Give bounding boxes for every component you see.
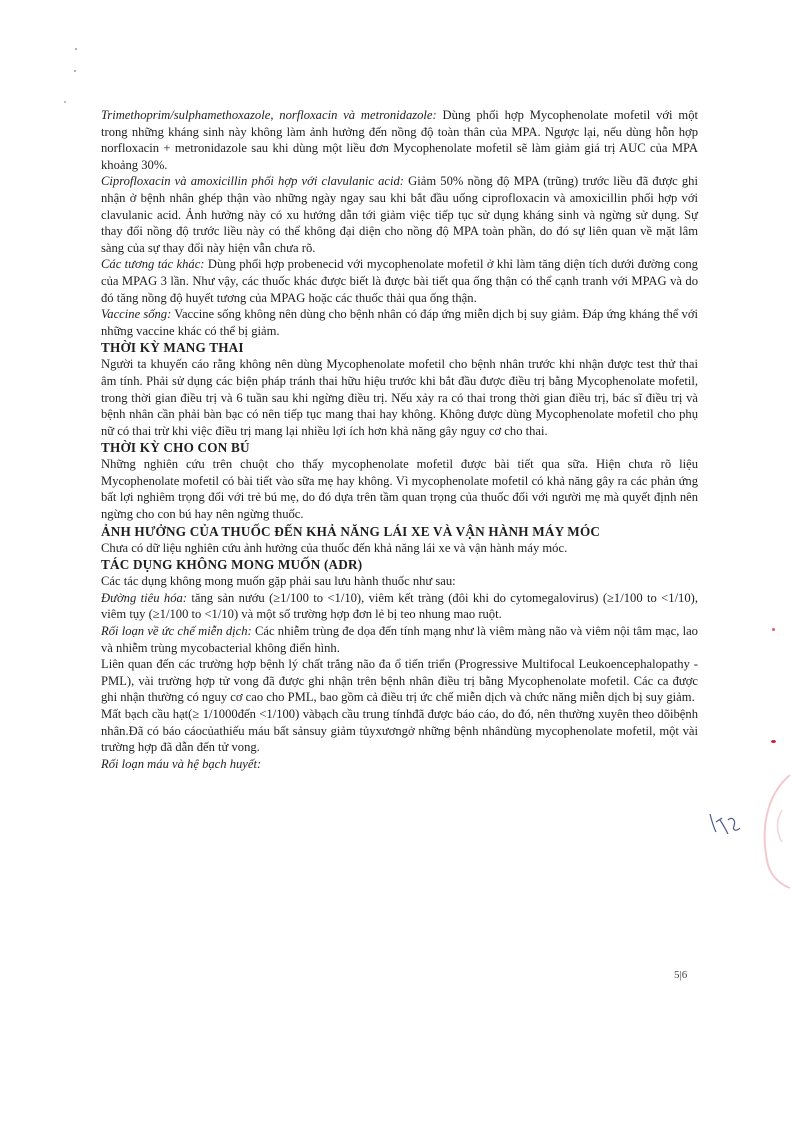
- scan-speck: [772, 628, 775, 631]
- scan-speck: [74, 70, 76, 72]
- paragraph-label: Các tương tác khác:: [101, 257, 205, 272]
- interaction-ciprofloxacin: [101, 173, 698, 256]
- pregnancy-text: Người ta khuyến cáo rằng không nên dùng Mycophenolate mofetil cho bệnh nhân trước khi nhận được test thử thai âm tính. Phải sử dụng các biện pháp tránh thai hữu hiệu trước khi bắt đầu được điều trị bằng Mycophenolate mofetil, trong thời gian điều trị và 6 tuần sau khi ngừng điều trị. Nếu xảy ra có thai trong thời gian điều trị, bác sĩ điều trị và bệnh nhân cần phải bàn bạc có nên tiếp tục mang thai hay không. Không được dùng Mycophenolate mofetil cho phụ nữ có thai trừ khi việc điều trị mang lại nhiều lợi ích hơn khả năng gây nguy cơ cho thai.: [101, 357, 698, 438]
- scan-speck: [64, 101, 66, 103]
- driving-heading: ẢNH HƯỞNG CỦA THUỐC ĐẾN KHẢ NĂNG LÁI XE VÀ VẬN HÀNH MÁY MÓC: [101, 523, 601, 539]
- paragraph-text: Các nhiễm trùng đe dọa đến tính mạng như là viêm màng não và viêm nội tâm mạc, lao và nhiễm trùng mycobacterial không điển hình.: [101, 624, 698, 655]
- paragraph-text: Vaccine sống không nên dùng cho bệnh nhân có đáp ứng miễn dịch bị suy giảm. Đáp ứng kháng thể với những vaccine khác có thể bị giảm.: [101, 307, 699, 338]
- paragraph-label: Vaccine sống:: [101, 307, 172, 322]
- paragraph-text: Giảm 50% nồng độ MPA (trũng) trước liều đã được ghi nhận ở bệnh nhân ghép thận vào những ngày ngay sau khi bắt đầu uống ciprofloxacin và amoxicillin phối hợp với clavulanic acid. Ảnh hưởng này có xu hướng dẫn tới giảm việc tiếp tục sử dụng kháng sinh và ngừng sử dụng. Sự thay đổi nồng độ trước liều này có thể không đại diện cho nồng độ MPA toàn phần, do đó sự liên quan về mặt lâm sàng của sự thay đổi này hiện vẫn chưa rõ.: [101, 174, 698, 255]
- paragraph-label: Đường tiêu hóa:: [101, 590, 188, 605]
- adr-granulocyte: Mất bạch cầu hạt(≥ 1/1000đến <1/100) vàbạch cầu trung tínhđã được báo cáo, do đó, nên thường xuyên theo dõibệnh nhân.Đã có báo cáocủathiếu máu bất sảnsuy giảm tủyxươngở những bệnh nhândùng mycophenolate mofetil, một vài trường hợp đã dẫn đến tử vong.: [101, 707, 698, 755]
- scan-speck: [75, 48, 77, 50]
- adr-heading: TÁC DỤNG KHÔNG MONG MUỐN (ADR): [101, 557, 363, 573]
- paragraph-text: Dùng phối hợp probenecid với mycophenolate mofetil ở khỉ làm tăng diện tích dưới đường cong của MPAG 3 lần. Như vậy, các thuốc khác được biết là được bài tiết qua ống thận có thể cạnh tranh với MPAG và do đó tăng nồng độ huyết tương của MPAG hoặc các thuốc thải qua ống thận.: [101, 257, 698, 305]
- adr-immune: [101, 623, 698, 656]
- pregnancy-heading: THỜI KỲ MANG THAI: [101, 340, 244, 356]
- driving-text: Chưa có dữ liệu nghiên cứu ảnh hưởng của thuốc đến khả năng lái xe và vận hành máy móc.: [101, 540, 568, 555]
- lactation-heading: THỜI KỲ CHO CON BÚ: [101, 440, 250, 456]
- interaction-other: [101, 256, 698, 306]
- adr-intro: Các tác dụng không mong muốn gặp phải sau lưu hành thuốc như sau:: [101, 574, 456, 589]
- paragraph-label: Rối loạn về ức chế miễn dịch:: [101, 624, 252, 639]
- adr-blood-label: Rối loạn máu và hệ bạch huyết:: [101, 756, 262, 771]
- interaction-trimethoprim: [101, 107, 698, 173]
- paragraph-text: Dùng phối hợp Mycophenolate mofetil với một trong những kháng sinh này không làm ảnh hưởng đến nồng độ toàn thân của MPA. Ngược lại, nếu dùng hỗn hợp norfloxacin + metronidazole sau khi dùng một liều đơn Mycophenolate mofetil sẽ làm giảm giá trị AUC của MPA khoảng 30%.: [101, 108, 698, 172]
- document-body: [101, 107, 698, 772]
- handwritten-initials: [706, 808, 746, 838]
- scan-speck: [771, 740, 776, 743]
- paragraph-text: tăng sản nướu (≥1/100 to <1/10), viêm kết tràng (đôi khi do cytomegalovirus) (≥1/100 to <1/10), viêm tụy (≥1/100 to <1/10) và một số trường hợp đơn lẻ bị teo nhung mao ruột.: [101, 590, 698, 622]
- page-number: 5|6: [674, 969, 688, 981]
- adr-gastrointestinal: [101, 590, 698, 623]
- adr-pml: Liên quan đến các trường hợp bệnh lý chất trắng não đa ổ tiến triển (Progressive Multifocal Leukoencephalopathy - PML), vài trường hợp tử vong đã được ghi nhận trên bệnh nhân điều trị bằng Mycophenolate mofetil. Các ca được ghi nhận thường có nguy cơ cao cho PML, bao gồm cả điều trị ức chế miễn dịch và chức năng miễn dịch bị suy giảm.: [101, 657, 698, 705]
- lactation-text: Những nghiên cứu trên chuột cho thấy mycophenolate mofetil được bài tiết qua sữa. Hiện chưa rõ liệu Mycophenolate mofetil có bài tiết vào sữa mẹ hay không. Vì mycophenolate mofetil có khả năng gây ra các phản ứng bất lợi nghiêm trọng đối với trẻ bú mẹ, do đó dựa trên tầm quan trọng của thuốc đối với người mẹ mà quyết định nên ngừng cho con bú hay nên ngừng thuốc.: [101, 457, 698, 522]
- paragraph-label: Trimethoprim/sulphamethoxazole, norfloxacin và metronidazole:: [101, 108, 437, 122]
- paragraph-label: Ciprofloxacin và amoxicillin phối hợp với clavulanic acid:: [101, 174, 404, 189]
- interaction-vaccine: [101, 306, 698, 339]
- stamp-fragment: [752, 770, 792, 890]
